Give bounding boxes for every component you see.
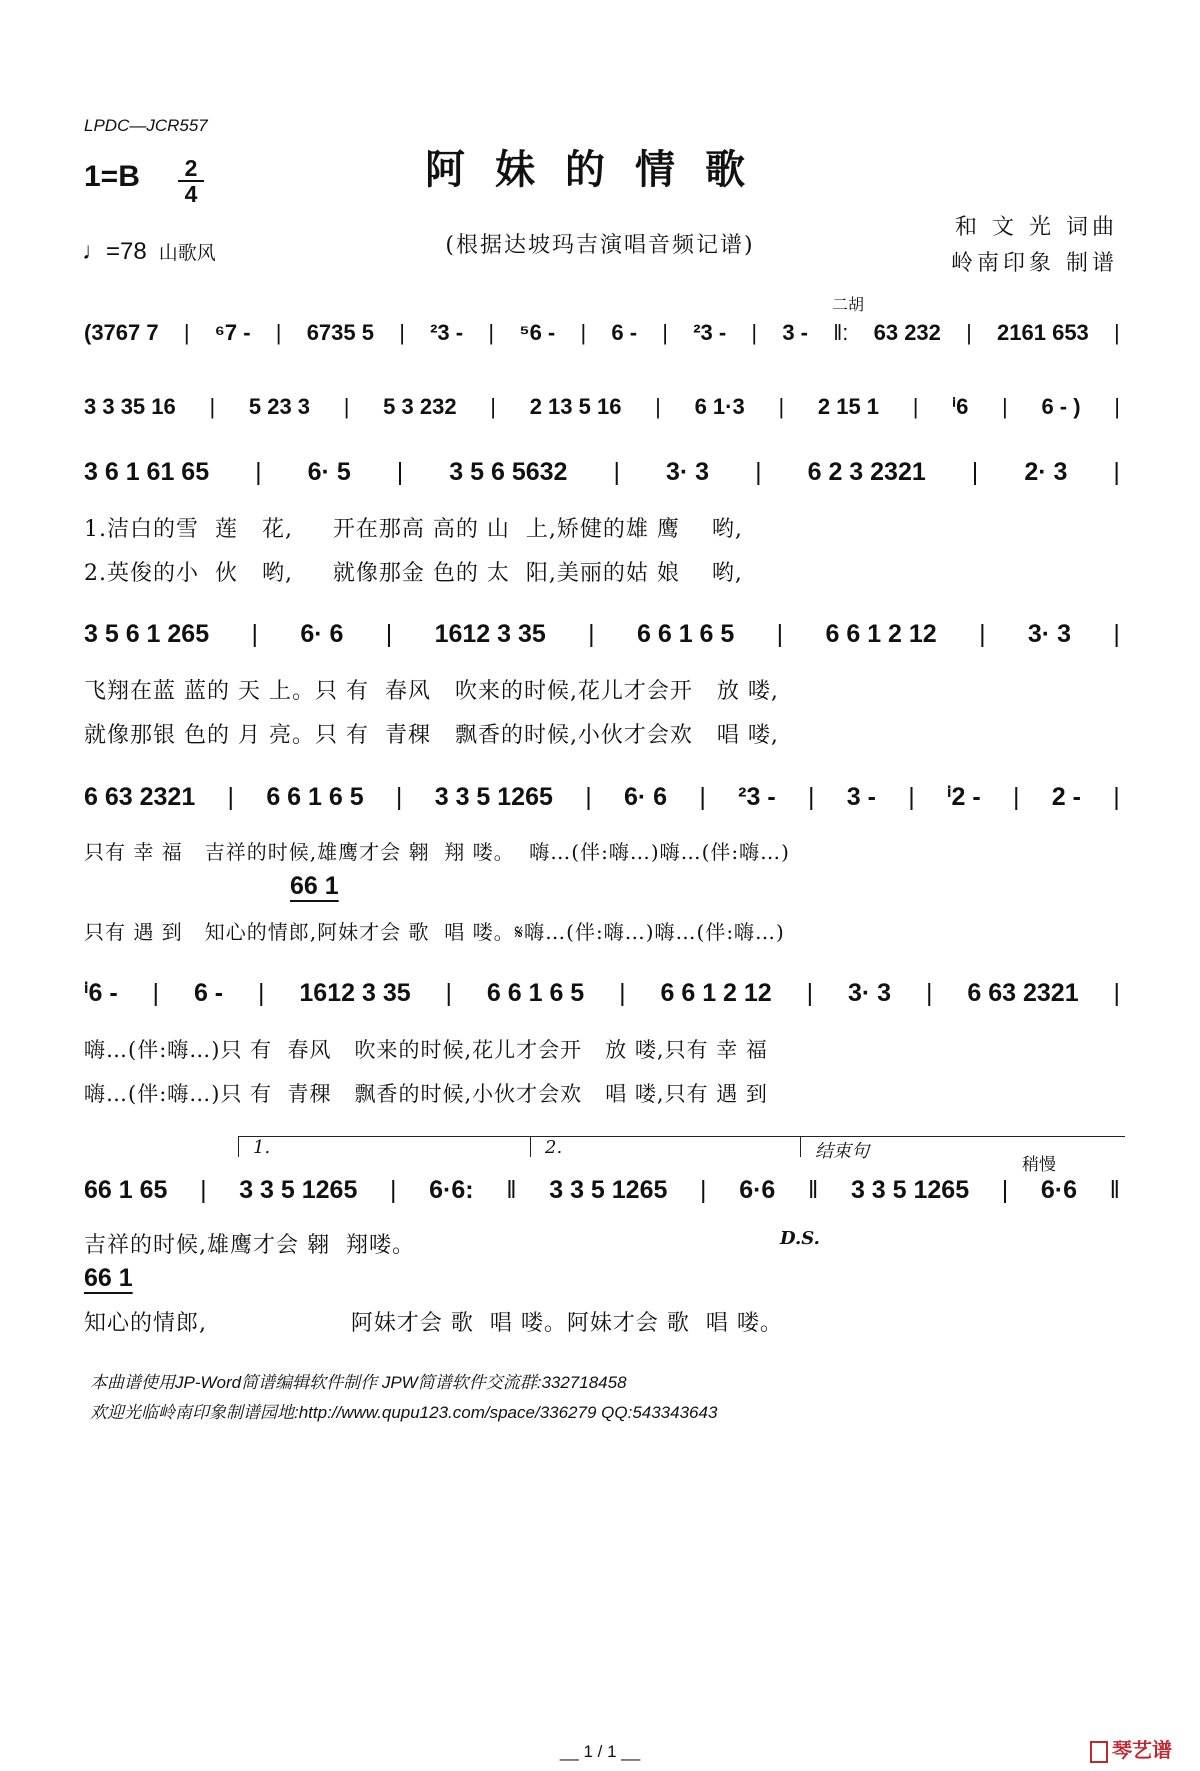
measure: 3 6 1 61 65 — [84, 458, 210, 486]
measure: 6 63 2321 — [967, 979, 1079, 1007]
measure: 6· 5 — [307, 458, 351, 486]
bar-line: | — [399, 320, 405, 345]
bar-line: | — [200, 1176, 207, 1204]
instrument-label: 二胡 — [832, 297, 865, 314]
bar-line: | — [806, 979, 814, 1007]
credit-lyrics: 和 文 光 词曲 — [955, 215, 1118, 240]
footer-line-2: 欢迎光临岭南印象制谱园地:http://www.qupu123.com/space/336279 QQ:543343643 — [90, 1403, 718, 1422]
bar-line: | — [490, 394, 496, 419]
bar-line: | — [275, 320, 282, 345]
bar-line: | — [662, 320, 668, 345]
measure: 3 3 5 1265 — [434, 783, 553, 811]
measure: 1612 3 35 — [434, 620, 546, 648]
measure: 3 - — [846, 783, 876, 811]
measure: 6 6 1 2 12 — [825, 620, 937, 648]
style-label: 山歌风 — [158, 243, 216, 264]
measure: 6 6 1 6 5 — [266, 783, 364, 811]
measure: 2 - — [1051, 783, 1081, 811]
measure: 6 - — [193, 979, 224, 1007]
score-line-6 — [84, 978, 1120, 1008]
measure: 6 2 3 2321 — [807, 458, 926, 486]
bar-line: ‖: — [833, 320, 849, 345]
score-line-1 — [84, 320, 1120, 346]
lyrics-3-verse-2: 2.英俊的小 伙 哟, 就像那金 色的 太 阳,美丽的姑 娘 哟, — [84, 561, 743, 586]
bar-line: | — [255, 458, 262, 486]
bar-line: | — [776, 620, 784, 648]
measure: ⁱ6 - — [84, 979, 118, 1007]
measure: 66 1 65 — [84, 1176, 168, 1204]
bar-line: | — [1013, 783, 1020, 811]
bar-line: | — [396, 458, 404, 486]
measure: ⁱ6 — [952, 394, 969, 419]
volta-2: 2. — [530, 1136, 805, 1157]
bar-line: | — [966, 320, 972, 345]
credit-score: 岭南印象 制谱 — [951, 251, 1118, 276]
footer-line-1: 本曲谱使用JP-Word简谱编辑软件制作 JPW简谱软件交流群:332718458 — [90, 1373, 627, 1392]
bar-line: | — [1113, 783, 1120, 811]
score-line-2 — [84, 394, 1120, 420]
lyrics-4-verse-1: 飞翔在蓝 蓝的 天 上。只 有 春风 吹来的时候,花儿才会开 放 喽, — [84, 679, 779, 704]
tempo-slower: 稍慢 — [1022, 1155, 1056, 1175]
logo-icon — [1090, 1741, 1108, 1763]
measure: 3 3 35 16 — [84, 394, 176, 419]
lyrics-3-verse-1: 1.洁白的雪 莲 花, 开在那高 高的 山 上,矫健的雄 鹰 哟, — [84, 517, 743, 542]
volta-1: 1. — [238, 1136, 533, 1157]
bar-line: | — [1113, 620, 1120, 648]
lyrics-4-verse-2: 就像那银 色的 月 亮。只 有 青稞 飘香的时候,小伙才会欢 唱 喽, — [84, 723, 779, 748]
measure: 3 3 5 1265 — [850, 1176, 970, 1204]
score-line-4 — [84, 620, 1120, 649]
measure: 2 15 1 — [817, 394, 880, 419]
measure: 2161 653 — [997, 320, 1089, 345]
alt-notes-5: 66 1 — [290, 872, 339, 900]
measure: 3 5 6 5632 — [449, 458, 568, 486]
measure: 3· 3 — [665, 458, 710, 486]
measure: 2 13 5 16 — [529, 394, 622, 419]
measure: 6· 6 — [623, 783, 668, 811]
bar-line: ‖ — [1109, 1176, 1120, 1204]
measure: 3 3 5 1265 — [239, 1176, 358, 1204]
measure: 2· 3 — [1024, 458, 1068, 486]
bar-line: | — [755, 458, 762, 486]
bar-line: | — [1114, 320, 1120, 345]
bar-line: | — [152, 979, 160, 1007]
bar-line: | — [580, 320, 587, 345]
bar-line: | — [488, 320, 495, 345]
bar-line: | — [912, 394, 919, 419]
measure: 3 - — [782, 320, 808, 345]
bar-line: | — [971, 458, 979, 486]
measure: 6 63 2321 — [84, 783, 196, 811]
bar-line: | — [778, 394, 785, 419]
measure: 6·6: — [429, 1176, 474, 1204]
measure: ²3 - — [430, 320, 464, 345]
dal-segno: D.S. — [780, 1228, 820, 1249]
bar-line: ‖ — [506, 1176, 517, 1204]
measure: 6 - ) — [1041, 394, 1081, 419]
bar-line: | — [1113, 979, 1120, 1007]
measure: 6 6 1 6 5 — [486, 979, 585, 1007]
measure: 5 3 232 — [383, 394, 457, 419]
bar-line: | — [700, 1176, 707, 1204]
measure: 6 1·3 — [694, 394, 745, 419]
score-code: LPDC—JCR557 — [84, 116, 208, 135]
measure: 3· 3 — [848, 979, 892, 1007]
bar-line: | — [925, 979, 933, 1007]
tempo-value: ♩=78 — [82, 238, 147, 265]
bar-line: | — [613, 458, 620, 486]
measure: 63 232 — [873, 320, 941, 345]
bar-line: | — [258, 979, 265, 1007]
bar-line: | — [209, 394, 216, 419]
lyrics-6-verse-2: 嗨…(伴:嗨…)只 有 青稞 飘香的时候,小伙才会欢 唱 喽,只有 遇 到 — [84, 1082, 768, 1106]
measure: ⁵6 - — [519, 320, 556, 345]
lyrics-7-verse-1: 吉祥的时候,雄鹰才会 翱 翔喽。 — [84, 1233, 415, 1258]
score-line-3 — [84, 458, 1120, 487]
volta-ending: 结束句 — [800, 1136, 1125, 1157]
site-logo — [1090, 1734, 1172, 1763]
page-number: __ 1 / 1 __ — [559, 1742, 641, 1761]
bar-line: | — [385, 620, 393, 648]
measure: 6· 6 — [300, 620, 344, 648]
bar-line: | — [807, 783, 815, 811]
bar-line: | — [251, 620, 258, 648]
bar-line: | — [979, 620, 986, 648]
measure: ⁶7 - — [214, 320, 251, 345]
bar-line: | — [227, 783, 235, 811]
key-signature: 1=B — [84, 160, 140, 193]
measure: ²3 - — [738, 783, 776, 811]
alt-notes-7: 66 1 — [84, 1264, 133, 1292]
bar-line: | — [390, 1176, 397, 1204]
bar-line: | — [1002, 394, 1008, 419]
measure: 3· 3 — [1027, 620, 1071, 648]
measure: 3 5 6 1 265 — [84, 620, 210, 648]
bar-line: | — [183, 320, 190, 345]
logo-text: 琴艺谱 — [1112, 1740, 1172, 1762]
lyrics-6-verse-1: 嗨…(伴:嗨…)只 有 春风 吹来的时候,花儿才会开 放 喽,只有 幸 福 — [84, 1038, 768, 1062]
bar-line: | — [908, 783, 915, 811]
time-top: 2 — [184, 155, 198, 181]
lyrics-5-verse-2: 只有 遇 到 知心的情郎,阿妹才会 歌 唱 喽。𝄋嗨…(伴:嗨…)嗨…(伴:嗨…) — [84, 920, 785, 944]
measure: ⁱ2 - — [947, 783, 981, 811]
measure: ²3 - — [693, 320, 727, 345]
bar-line: | — [588, 620, 595, 648]
measure: (3767 7 — [84, 320, 159, 345]
lyrics-7-verse-2: 知心的情郎, 阿妹才会 歌 唱 喽。阿妹才会 歌 唱 喽。 — [84, 1311, 783, 1336]
measure: 3 3 5 1265 — [549, 1176, 668, 1204]
bar-line: | — [655, 394, 661, 419]
bar-line: | — [619, 979, 626, 1007]
measure: 1612 3 35 — [299, 979, 411, 1007]
bar-line: | — [751, 320, 758, 345]
score-line-7 — [84, 1176, 1120, 1205]
measure: 6735 5 — [306, 320, 374, 345]
measure: 6·6 — [1040, 1176, 1078, 1204]
time-bottom: 4 — [184, 181, 198, 207]
bar-line: | — [699, 783, 706, 811]
bar-line: | — [445, 979, 453, 1007]
bar-line: | — [1113, 458, 1120, 486]
bar-line: | — [343, 394, 350, 419]
subtitle: (根据达坡玛吉演唱音频记谱) — [445, 233, 755, 258]
bar-line: | — [395, 783, 403, 811]
bar-line: | — [1001, 1176, 1009, 1204]
measure: 6 6 1 2 12 — [660, 979, 772, 1007]
measure: 5 23 3 — [248, 394, 311, 419]
song-title: 阿妹的情歌 — [425, 146, 775, 193]
bar-line: | — [1114, 394, 1120, 419]
score-line-5 — [84, 782, 1120, 812]
bar-line: ‖ — [807, 1176, 819, 1204]
bar-line: | — [585, 783, 592, 811]
measure: 6·6 — [739, 1176, 776, 1204]
time-signature — [176, 156, 206, 206]
measure: 6 - — [611, 320, 638, 345]
measure: 6 6 1 6 5 — [637, 620, 735, 648]
lyrics-5-verse-1: 只有 幸 福 吉祥的时候,雄鹰才会 翱 翔 喽。 嗨…(伴:嗨…)嗨…(伴:嗨…) — [84, 840, 790, 864]
